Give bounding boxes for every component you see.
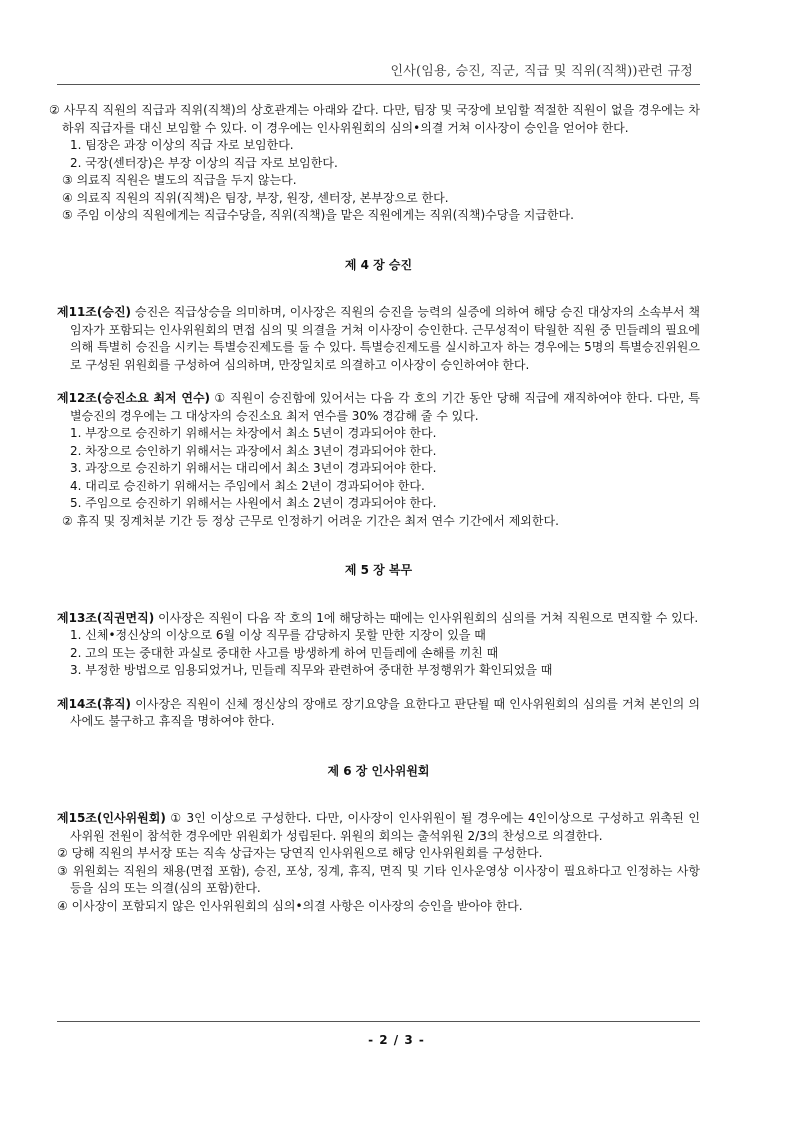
article-11-body: 승진은 직급상승을 의미하며, 이사장은 직원의 승진을 능력의 실증에 의하여 해당 승진 대상자의 소속부서 책임자가 포함되는 인사위원회의 면접 심의 및 의결을 거쳐 이사장이 승인한다. 근무성적이 탁월한 직원 중 민들레의 필요에 의해 특별히 승진을 시키는 특별승진제도를 둘 수 있다. 특별승진제도를 실시하고자 하는 경우에는 5명의 특별승진위원으로 구성된 위원회를 구성하여 심의하며, 만장일치로 의결하고 이사장이 승인하여야 한다. bbox=[70, 305, 700, 372]
article-13 bbox=[57, 610, 700, 628]
article-12 bbox=[57, 390, 700, 425]
list-item: 3. 부정한 방법으로 임용되었거나, 민들레 직무와 관련하여 중대한 부정행위가 확인되었을 때 bbox=[70, 663, 553, 677]
list-item: 2. 고의 또는 중대한 과실로 중대한 사고를 방생하게 하여 민들레에 손해를 끼친 때 bbox=[70, 645, 499, 660]
page-number: - 2 / 3 - bbox=[368, 1033, 425, 1047]
list-item: 2. 국장(센터장)은 부장 이상의 직급 자로 보임한다. bbox=[70, 155, 338, 170]
article-15-clause: ③ 위원회는 직원의 채용(면접 포함), 승진, 포상, 징계, 휴직, 면직 및 기타 인사운영상 이사장이 필요하다고 인정하는 사항 등을 심의 또는 의결(심의 포함)한다. bbox=[57, 863, 700, 895]
article-11-title: 제11조(승진) bbox=[57, 305, 132, 319]
footer-rule bbox=[57, 1021, 700, 1022]
list-item: 1. 부장으로 승진하기 위해서는 차장에서 최소 5년이 경과되어야 한다. bbox=[70, 426, 437, 440]
article-15 bbox=[57, 810, 700, 845]
article-14 bbox=[57, 696, 700, 731]
document-body bbox=[49, 102, 700, 915]
clause-3-medical: ③ 의료직 직원은 별도의 직급을 두지 않는다. bbox=[62, 173, 297, 187]
article-12-body: ① 직원이 승진함에 있어서는 다음 각 호의 기간 동안 당해 직급에 재직하여야 한다. 다만, 특별승진의 경우에는 그 대상자의 승진소요 최저 연수를 30% 경감해 줄 수 있다. bbox=[70, 391, 700, 423]
article-15-clause: ② 당해 직원의 부서장 또는 직속 상급자는 당연직 인사위원으로 해당 인사위원회를 구성한다. bbox=[57, 846, 543, 860]
article-12-clause-2: ② 휴직 및 징계처분 기간 등 정상 근무로 인정하기 어려운 기간은 최저 연수 기간에서 제외한다. bbox=[62, 513, 559, 528]
article-13-body: 이사장은 직원이 다음 작 호의 1에 해당하는 때에는 인사위원회의 심의를 거쳐 직원으로 면직할 수 있다. bbox=[158, 610, 699, 625]
list-item: 1. 신체•정신상의 이상으로 6월 이상 직무를 감당하지 못할 만한 지장이 있을 때 bbox=[70, 628, 486, 642]
clause-2-rank-relation: ② 사무직 직원의 직급과 직위(직책)의 상호관계는 아래와 같다. 다만, 팀장 및 국장에 보임할 적절한 직원이 없을 경우에는 차하위 직급자를 대신 보임할 수 있다. 이 경우에는 인사위원회의 심의•의결 거쳐 이사장이 승인을 얻어야 한다. bbox=[49, 103, 700, 135]
article-14-body: 이사장은 직원이 신체 정신상의 장애로 장기요양을 요한다고 판단될 때 인사위원회의 심의를 거쳐 본인의 의사에도 불구하고 휴직을 명하여야 한다. bbox=[70, 696, 700, 728]
chapter-5-title: 제 5 장 복무 bbox=[344, 563, 413, 577]
header-rule bbox=[57, 84, 700, 85]
article-12-title: 제12조(승진소요 최저 연수) bbox=[57, 391, 211, 405]
list-item: 4. 대리로 승진하기 위해서는 주임에서 최소 2년이 경과되어야 한다. bbox=[70, 478, 425, 493]
list-item: 3. 과장으로 승진하기 위해서는 대리에서 최소 3년이 경과되어야 한다. bbox=[70, 461, 437, 475]
chapter-4-title: 제 4 장 승진 bbox=[344, 257, 413, 272]
clause-5-allowance: ⑤ 주임 이상의 직원에게는 직급수당을, 직위(직책)을 맡은 직원에게는 직위(직책)수당을 지급한다. bbox=[62, 208, 574, 222]
list-item: 5. 주임으로 승진하기 위해서는 사원에서 최소 2년이 경과되어야 한다. bbox=[70, 496, 437, 510]
chapter-6-title: 제 6 장 인사위원회 bbox=[327, 763, 430, 778]
article-14-title: 제14조(휴직) bbox=[57, 696, 132, 711]
clause-4-medical-position: ④ 의료직 직원의 직위(직책)은 팀장, 부장, 원장, 센터장, 본부장으로 한다. bbox=[62, 190, 449, 205]
page-header-title: 인사(임용, 승진, 직군, 직급 및 직위(직책))관련 규정 bbox=[390, 64, 693, 79]
article-11 bbox=[57, 304, 700, 374]
list-item: 2. 차장으로 승인하기 위해서는 과장에서 최소 3년이 경과되어야 한다. bbox=[70, 443, 437, 458]
article-15-clause: ④ 이사장이 포함되지 않은 인사위원회의 심의•의결 사항은 이사장의 승인을 받아야 한다. bbox=[57, 898, 523, 913]
article-13-title: 제13조(직권면직) bbox=[57, 610, 155, 625]
article-15-body: ① 3인 이상으로 구성한다. 다만, 이사장이 인사위원이 될 경우에는 4인이상으로 구성하고 위촉된 인사위원 전원이 참석한 경우에만 위원회가 성립된다. 위원의 회의는 출석위원 2/3의 찬성으로 의결한다. bbox=[70, 811, 700, 843]
list-item: 1. 팀장은 과장 이상의 직급 자로 보임한다. bbox=[70, 138, 294, 152]
article-15-title: 제15조(인사위원회) bbox=[57, 811, 166, 825]
